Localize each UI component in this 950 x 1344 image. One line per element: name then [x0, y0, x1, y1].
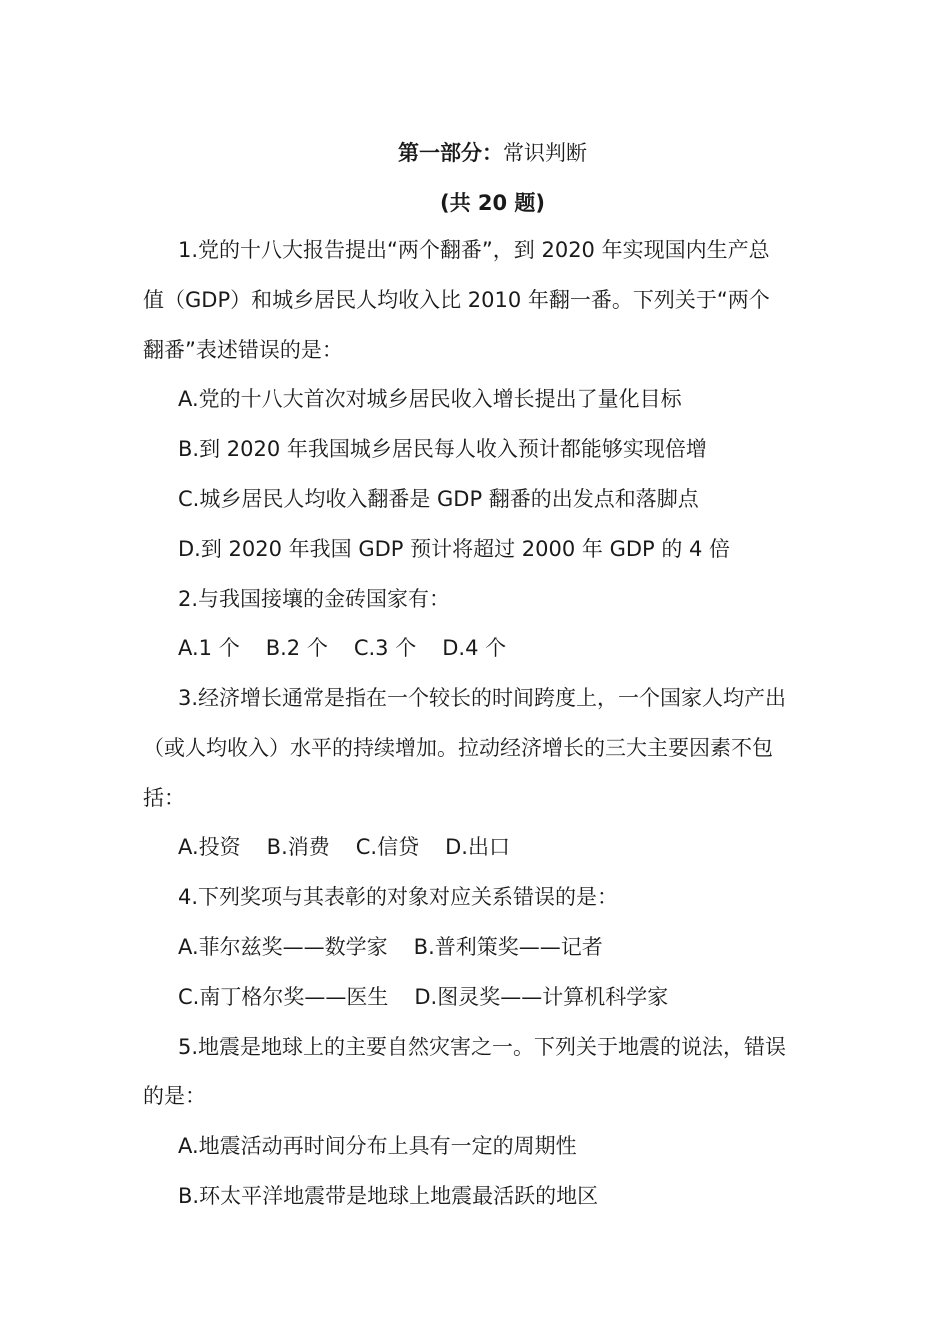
q2-options — [178, 633, 532, 663]
q1-option-a: A.党的十八大首次对城乡居民收入增长提出了量化目标 — [178, 387, 682, 411]
q2-option-b: B.2 个 — [265, 636, 328, 660]
q1-stem-line2: 值（GDP）和城乡居民人均收入比 2010 年翻一番。下列关于“两个 — [143, 288, 770, 312]
q4-option-a: A.菲尔兹奖——数学家 — [178, 935, 388, 959]
q3-stem-line3: 括： — [143, 786, 185, 810]
question-count: (共 20 题) — [439, 191, 546, 215]
q3-stem-line1: 3.经济增长通常是指在一个较长的时间跨度上，一个国家人均产出 — [178, 686, 787, 710]
q4-options-row1 — [178, 932, 629, 962]
q2-option-c: C.3 个 — [353, 636, 417, 660]
q1-option-b: B.到 2020 年我国城乡居民每人收入预计都能够实现倍增 — [178, 437, 707, 461]
q4-option-d: D.图灵奖——计算机科学家 — [414, 985, 669, 1009]
q1-option-c: C.城乡居民人均收入翻番是 GDP 翻番的出发点和落脚点 — [178, 487, 699, 511]
q2-option-d: D.4 个 — [442, 636, 507, 660]
q3-option-c: C.信贷 — [355, 835, 420, 859]
section-title-bold: 第一部分： — [398, 141, 503, 165]
q3-option-d: D.出口 — [445, 835, 510, 859]
q3-options — [178, 832, 536, 862]
q1-stem-line3: 翻番”表述错误的是： — [143, 338, 343, 362]
q4-options-row2 — [178, 982, 694, 1012]
q5-option-b: B.环太平洋地震带是地球上地震最活跃的地区 — [178, 1184, 599, 1208]
q3-option-b: B.消费 — [266, 835, 330, 859]
q4-option-b: B.普利策奖——记者 — [413, 935, 603, 959]
q3-option-a: A.投资 — [178, 835, 241, 859]
q5-option-a: A.地震活动再时间分布上具有一定的周期性 — [178, 1134, 577, 1158]
section-title-normal: 常识判断 — [503, 141, 587, 165]
q3-stem-line2: （或人均收入）水平的持续增加。拉动经济增长的三大主要因素不包 — [143, 736, 773, 760]
q1-option-d: D.到 2020 年我国 GDP 预计将超过 2000 年 GDP 的 4 倍 — [178, 537, 731, 561]
section-title — [0, 137, 950, 167]
q5-stem-line2: 的是： — [143, 1084, 206, 1108]
q5-stem-line1: 5.地震是地球上的主要自然灾害之一。下列关于地震的说法，错误 — [178, 1035, 787, 1059]
q2-stem: 2.与我国接壤的金砖国家有： — [178, 587, 451, 611]
q4-option-c: C.南丁格尔奖——医生 — [178, 985, 389, 1009]
q1-stem-line1: 1.党的十八大报告提出“两个翻番”，到 2020 年实现国内生产总 — [178, 238, 770, 262]
q2-option-a: A.1 个 — [178, 636, 240, 660]
q4-stem: 4.下列奖项与其表彰的对象对应关系错误的是： — [178, 885, 619, 909]
